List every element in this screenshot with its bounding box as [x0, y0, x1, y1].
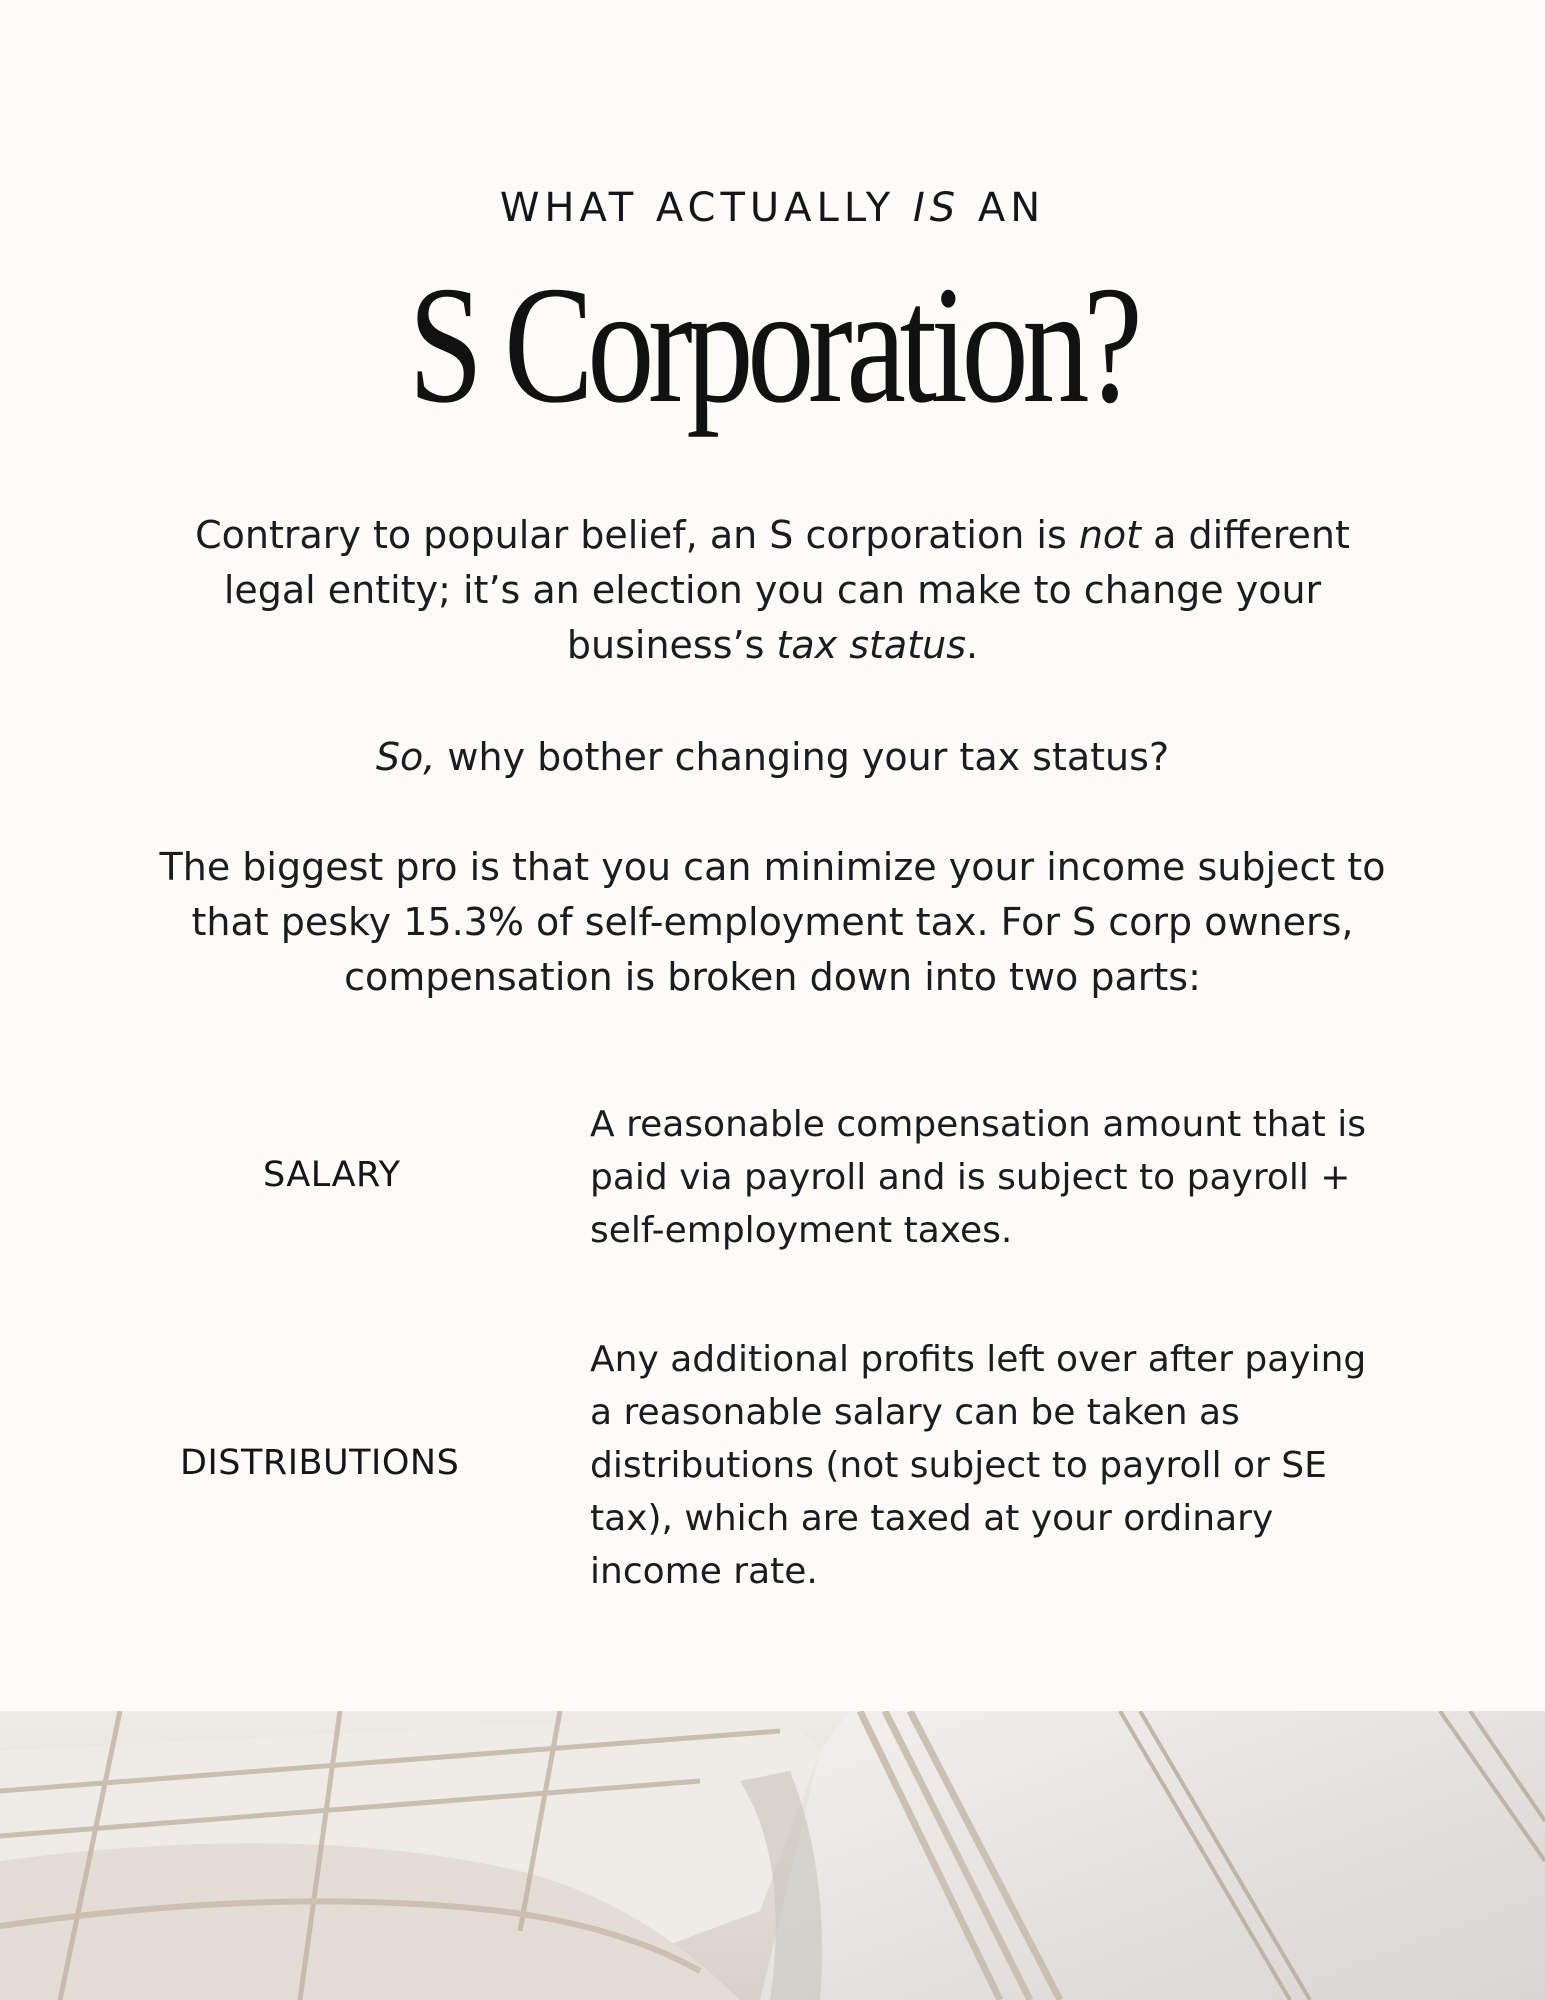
salary-description: A reasonable compensation amount that is paid via payroll and is subject to payroll + self-employment taxes. — [590, 1104, 1366, 1251]
distributions-label: DISTRIBUTIONS — [180, 1443, 460, 1483]
explanation-paragraph: The biggest pro is that you can minimize your income subject to that pesky 15.3% of self-employment tax. For S corp owners, compensation is broken down into two parts: — [159, 845, 1386, 999]
page-title: S Corporation? — [408, 252, 1137, 438]
salary-label: SALARY — [263, 1155, 401, 1195]
pillow-illustration — [0, 1711, 1545, 2000]
intro-paragraph: Contrary to popular belief, an S corporation is not a different legal entity; it’s an election you can make to change your business’s tax status. — [195, 513, 1350, 667]
distributions-description: Any additional profits left over after paying a reasonable salary can be taken as distributions (not subject to payroll or SE tax), which are taxed at your ordinary income rate. — [590, 1339, 1367, 1592]
pillow-photo — [0, 1711, 1545, 2000]
question-line: So, why bother changing your tax status? — [375, 735, 1170, 779]
eyebrow-heading: WHAT ACTUALLY IS AN — [499, 185, 1046, 231]
